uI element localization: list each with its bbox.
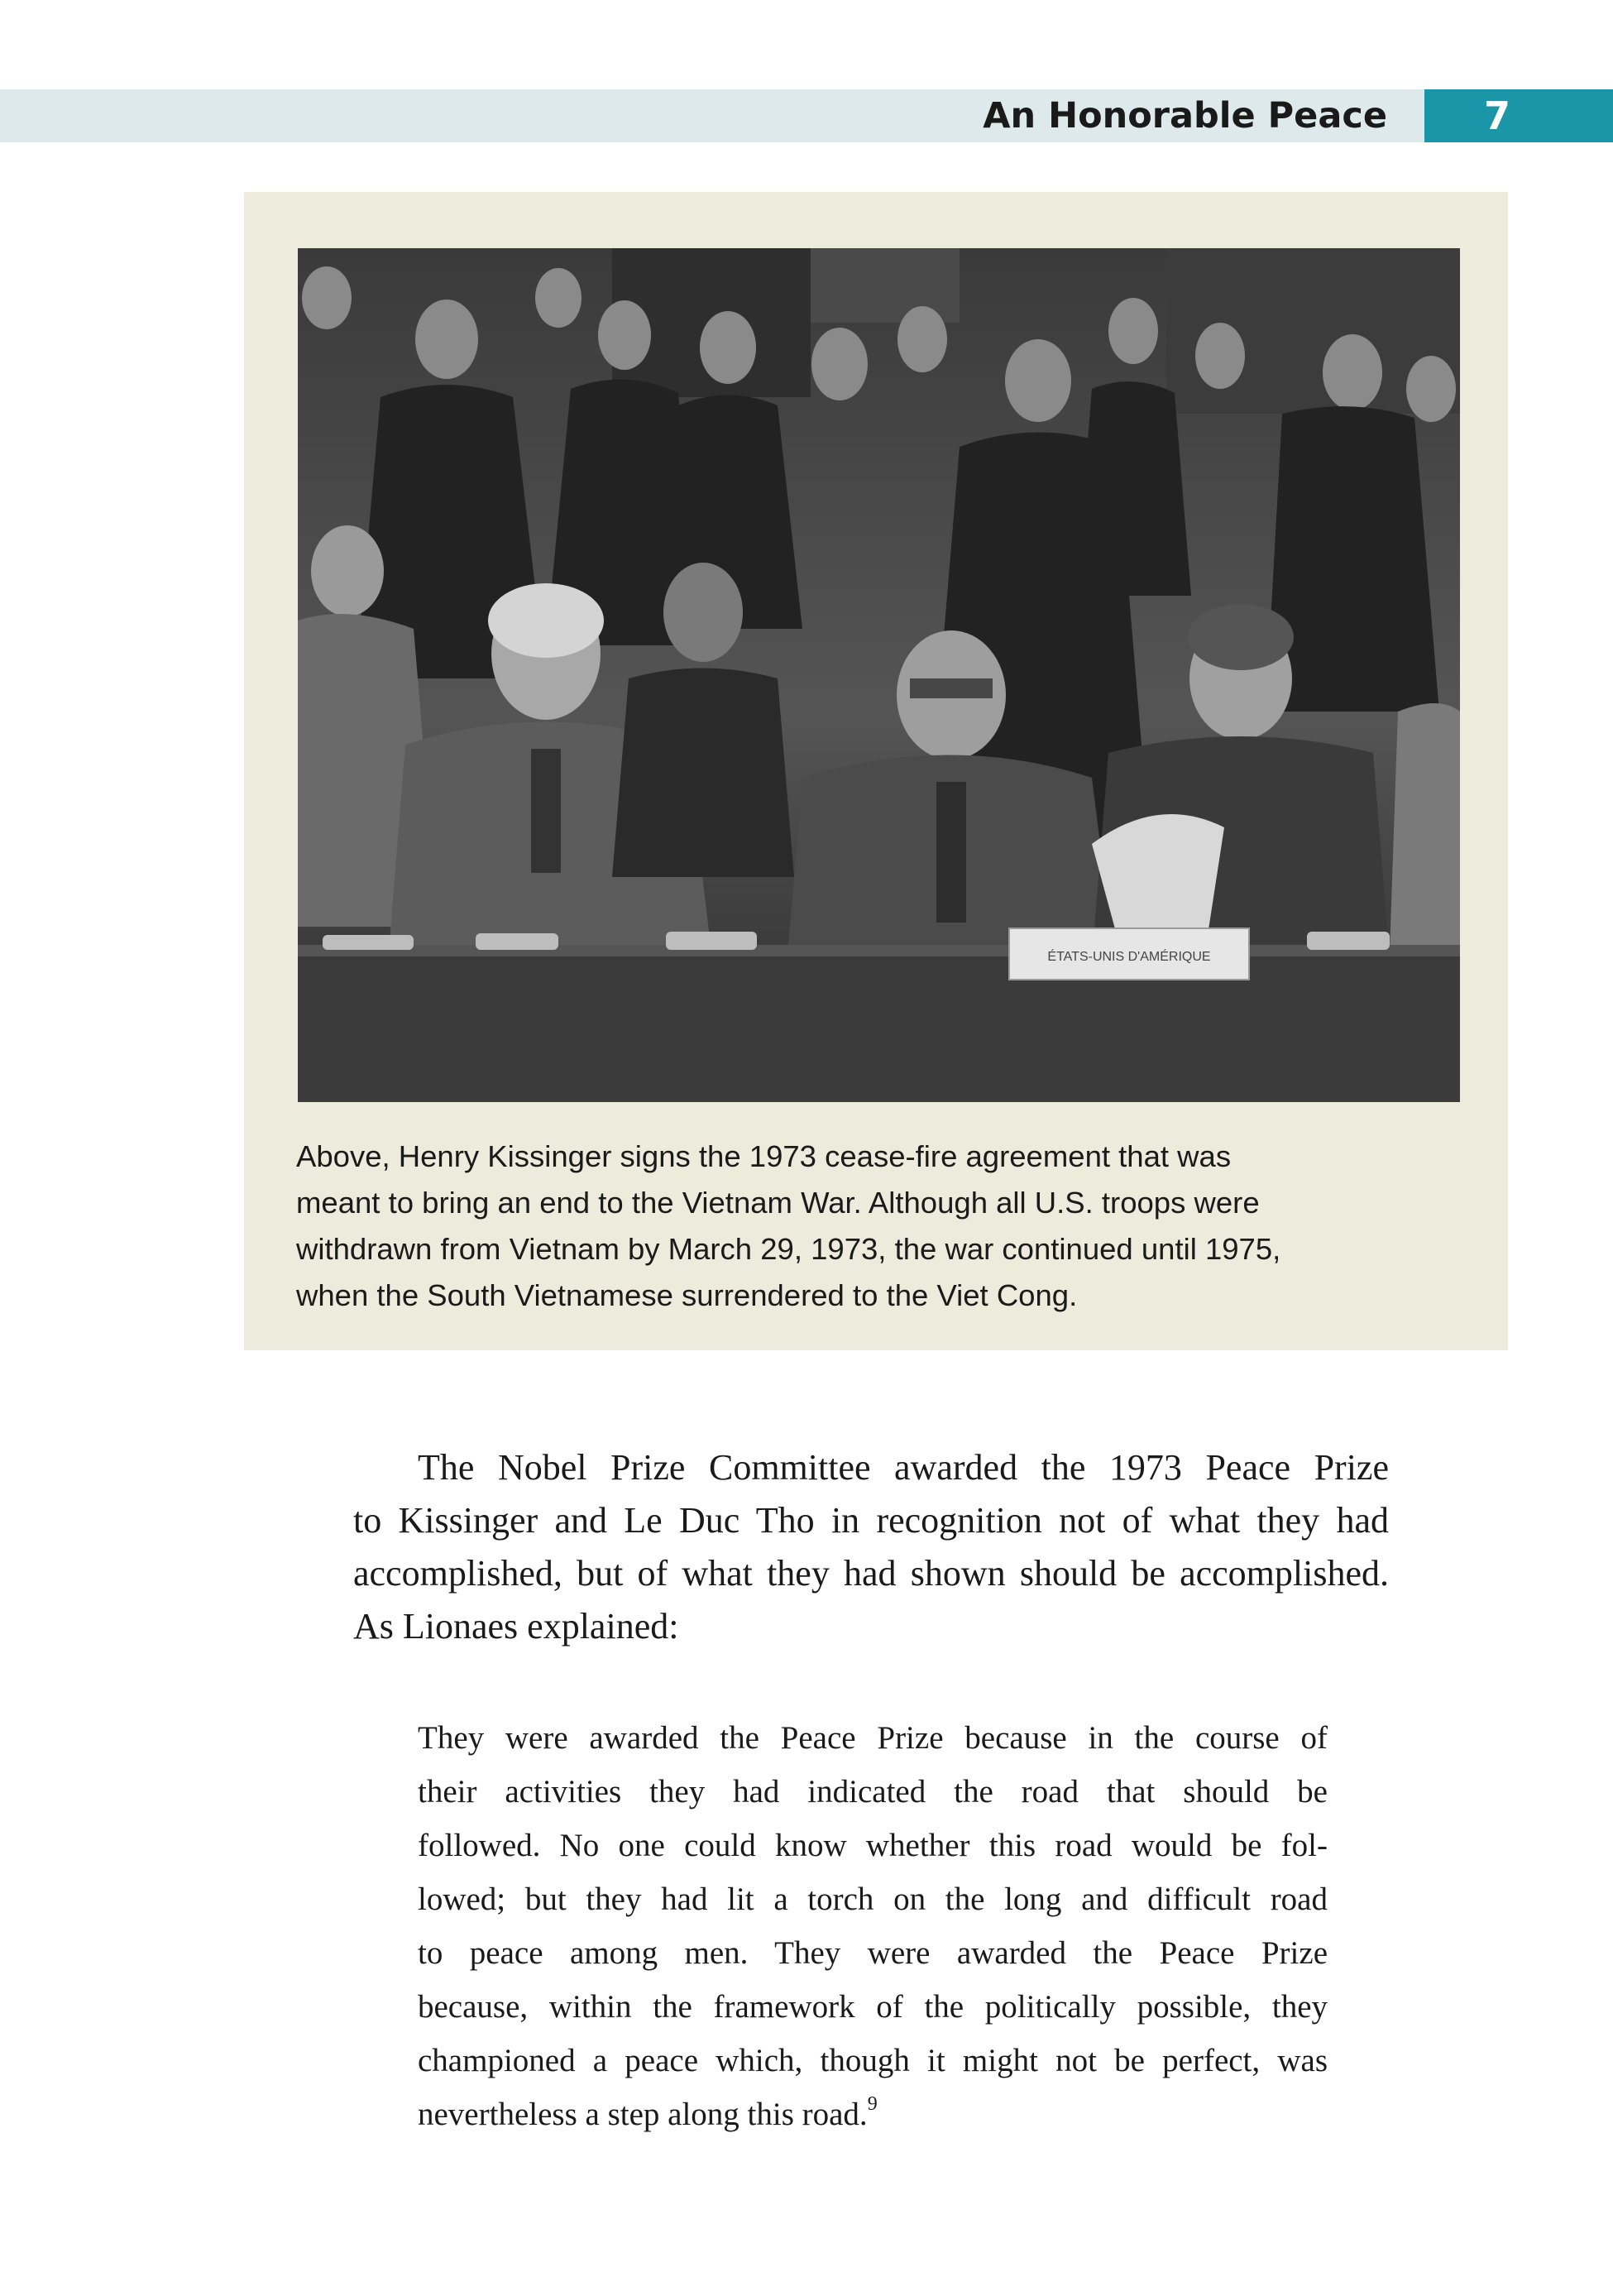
block-quote <box>418 1711 1328 2141</box>
figure-box <box>244 192 1508 1350</box>
paragraph-line: As Lionaes explained: <box>353 1606 679 1647</box>
quote-line: to peace among men. They were awarded the Peace Prize <box>418 1935 1328 1971</box>
caption-line: withdrawn from Vietnam by March 29, 1973, the war continued until 1975, <box>296 1232 1281 1266</box>
paragraph-line: accomplished, but of what they had shown should be accomplished. <box>353 1553 1389 1594</box>
historical-photo <box>298 248 1460 1102</box>
quote-line: championed a peace which, though it might not be perfect, was <box>418 2043 1328 2078</box>
figure-caption <box>296 1134 1471 1319</box>
quote-line: lowed; but they had lit a torch on the long and difficult road <box>418 1881 1328 1917</box>
quote-line-text: nevertheless a step along this road. <box>418 2097 868 2132</box>
quote-line: their activities they had indicated the road that should be <box>418 1774 1328 1809</box>
caption-line: meant to bring an end to the Vietnam War. Although all U.S. troops were <box>296 1186 1260 1220</box>
quote-line-last <box>418 2087 1328 2141</box>
caption-line: Above, Henry Kissinger signs the 1973 cease-fire agreement that was <box>296 1139 1232 1173</box>
paragraph-line: to Kissinger and Le Duc Tho in recognition not of what they had <box>353 1500 1389 1541</box>
page-number-box <box>1424 89 1613 142</box>
caption-line: when the South Vietnamese surrendered to the Viet Cong. <box>296 1278 1078 1312</box>
page-number: 7 <box>1483 93 1510 138</box>
quote-line: followed. No one could know whether this road would be fol- <box>418 1828 1328 1863</box>
footnote-reference[interactable]: 9 <box>867 2093 878 2115</box>
body-paragraph <box>353 1441 1389 1653</box>
quote-line: They were awarded the Peace Prize because in the course of <box>418 1720 1328 1756</box>
paragraph-line: The Nobel Prize Committee awarded the 1973 Peace Prize <box>418 1447 1389 1488</box>
placard-text: ÉTATS-UNIS D'AMÉRIQUE <box>1047 950 1211 964</box>
quote-line: because, within the framework of the politically possible, they <box>418 1989 1328 2025</box>
running-head-title: An Honorable Peace <box>983 95 1387 137</box>
